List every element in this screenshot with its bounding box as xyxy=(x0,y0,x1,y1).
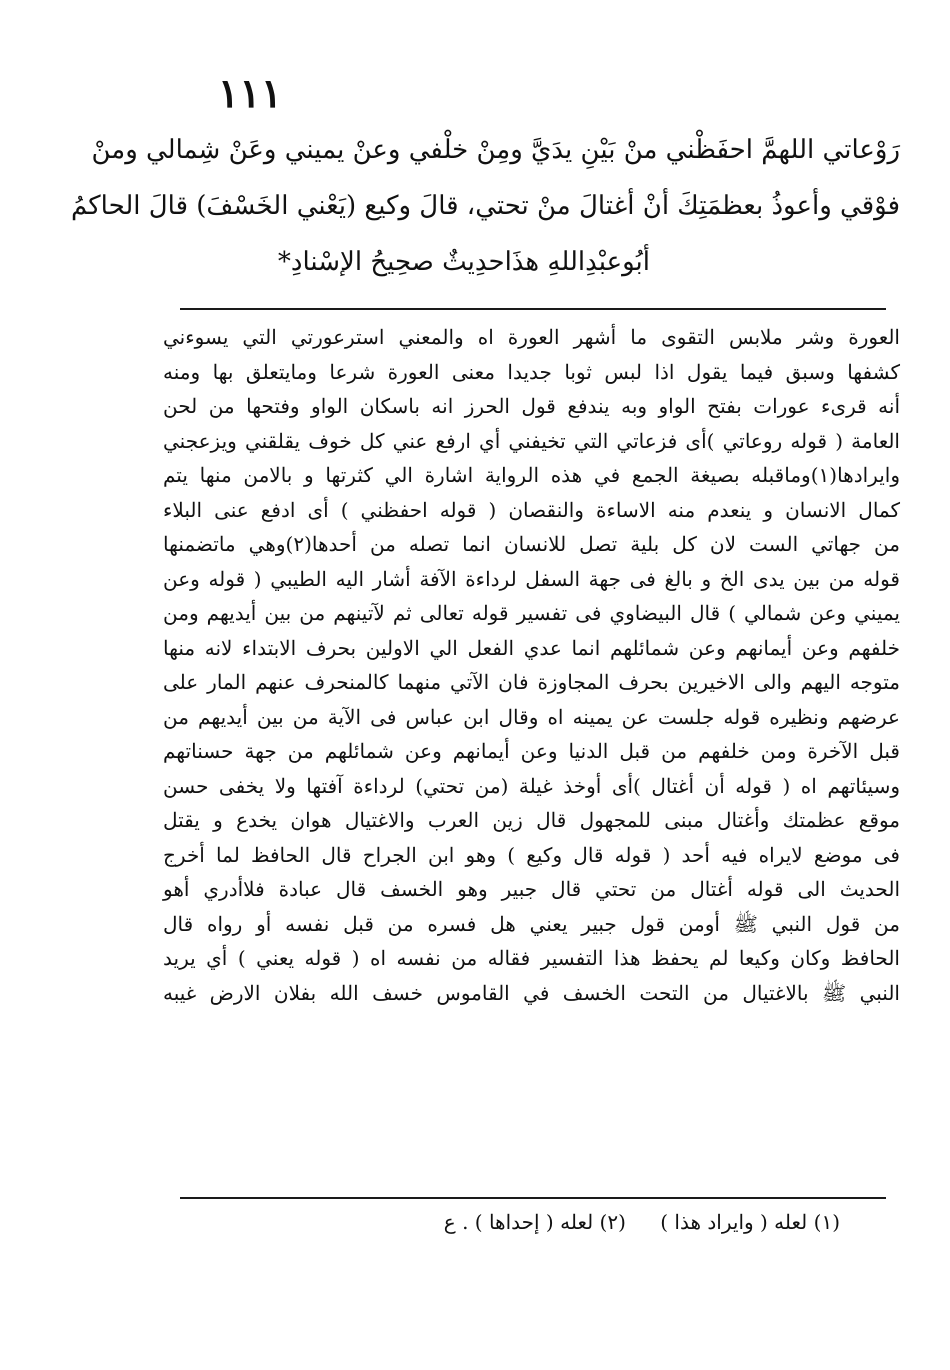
commentary-line: النبي ﷺ بالاغتيال من التحت الخسف في القاموس خسف الله بفلان الارض غيبه xyxy=(163,980,900,1005)
footnote-2: (٢) لعله ( إحداها ) . ع xyxy=(443,1210,626,1234)
commentary-line: من قول النبي ﷺ أومن قول جبير يعني هل فسره من قبل نفسه أو رواه قال xyxy=(163,911,900,936)
main-text-line: رَوْعاتي اللهمَّ احفَظْني منْ بَيْنِ يدَيَّ ومِنْ خلْفي وعنْ يميني وعَنْ شِمالي ومنْ xyxy=(91,135,900,165)
commentary-line: كشفها وسبق فيما يقول اذا لبس ثوبا جديدا معنى العورة شرعا ومايتعلق بها ومنه xyxy=(163,359,900,384)
main-text-line: فوْقي وأعوذُ بعظمَتِكَ أنْ أغتالَ منْ تحتي، قالَ وكيع (يَعْني الخَسْفَ) قالَ الحاكمُ xyxy=(70,191,900,221)
commentary-line: متوجه اليهم والى الاخيرين بحرف المجاوزة فان الآتي منهما كالمنحرف عنهم المار على xyxy=(163,670,900,694)
page-number: ١١١ xyxy=(217,70,283,117)
footnotes xyxy=(340,1206,840,1238)
main-text-line: أبُوعبْدِاللهِ هذَاحدِيثٌ صحِيحُ الإسْنادِ* xyxy=(277,247,650,277)
commentary-line: الحديث الى قوله أغتال من تحتي قال جبير وهو الخسف قال عبادة فلاأدري أهو xyxy=(163,877,900,901)
footnote-divider xyxy=(180,1197,886,1199)
commentary-line: وسيئاتهم اه ( قوله أن أغتال )أى أوخذ غيلة (من تحتي) لرداءة آفتها ولا يخفى حسن xyxy=(163,773,900,798)
commentary-line: موقع عظمتك وأغتال مبنى للمجهول قال زين العرب والاغتيال هوان يخدع و يقتل xyxy=(163,808,900,832)
commentary-line: العامة ( قوله روعاتي )أى فزعاتي التي تخيفني أي ارفع عني كل خوف يقلقني ويزعجني xyxy=(163,428,900,453)
commentary-line: فى موضع لايراه فيه أحد ( قوله قال وكيع ) وهو ابن الجراح قال الحافظ لما أخرج xyxy=(163,842,900,867)
commentary-line: كمال الانسان و ينعدم منه الاساءة والنقصان ( قوله احفظني ) أى ادفع عنى البلاء xyxy=(163,497,900,522)
commentary-text xyxy=(163,320,900,1010)
commentary-line: يميني وعن شمالي ) قال البيضاوي فى تفسير قوله تعالى ثم لآتينهم من بين أيديهم ومن xyxy=(163,601,900,625)
commentary-line: وايرادها(١)وماقبله بصيغة الجمع في هذه الرواية اشارة الي كثرتها و بالامن منها يتم xyxy=(163,463,900,487)
hadith-main-text xyxy=(70,122,900,290)
commentary-line: من جهاتي الست لان كل بلية تصل للانسان انما تصله من أحدها(٢)وهي ماتضمنها xyxy=(163,532,900,556)
commentary-line: أنه قرىء عورات بفتح الواو وبه يندفع قول الحرز انه باسكان الواو وفتحها من لحن xyxy=(163,394,900,418)
commentary-line: العورة وشر ملابس التقوى ما أشهر العورة اه والمعني استرعورتي التي يسوءني xyxy=(163,325,900,349)
commentary-line: الحافظ وكان وكيعا لم يحفظ هذا التفسير فقاله من نفسه اه ( قوله يعني ) أي يريد xyxy=(163,946,900,970)
commentary-line: خلفهم وعن أيمانهم وعن شمائلهم انما عدي الفعل الي الاولين بحرف الابتداء لانه منها xyxy=(163,635,900,660)
commentary-line: عرضهم ونظيره قوله جلست عن يمينه اه وقال ابن عباس فى الآية من بين أيديهم من xyxy=(163,704,900,729)
footnote-1: (١) لعله ( وايراد هذا ) xyxy=(660,1210,840,1234)
commentary-line: قوله من بين يدى الخ و بالغ فى جهة السفل لرداءة الآفة أشار اليه الطيبي ( قوله وعن xyxy=(163,566,900,591)
commentary-line: قبل الآخرة ومن خلفهم من قبل الدنيا وعن أيمانهم وعن شمائلهم من جهة حسناتهم xyxy=(163,739,900,763)
section-divider xyxy=(180,308,886,310)
